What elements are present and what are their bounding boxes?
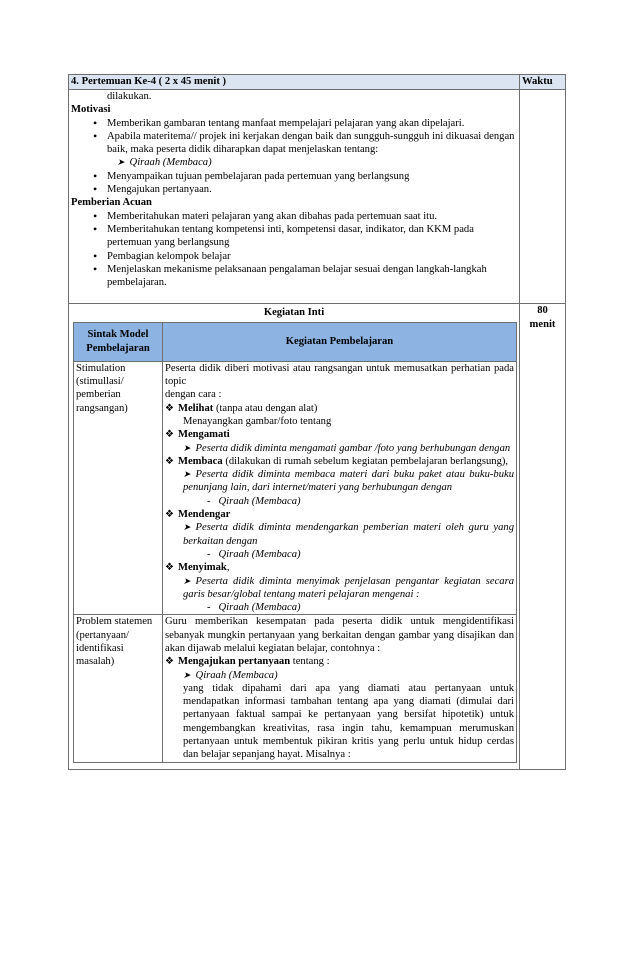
diamond-bullet-icon: ❖ (165, 429, 174, 441)
arrow-icon: ➤ (183, 442, 191, 453)
section-title: 4. Pertemuan Ke-4 ( 2 x 45 menit ) (69, 75, 520, 90)
stimulation-label: Stimulation (stimullasi/ pemberian rangsangan) (74, 361, 163, 615)
problem-label: Problem statemen (pertanyaan/ identifikasi masalah) (74, 615, 163, 762)
acuan-list (71, 210, 517, 290)
list-item: • Menyampaikan tujuan pembelajaran pada pertemuan yang berlangsung (107, 170, 517, 183)
motivasi-list-2 (71, 170, 517, 197)
acuan-heading: Pemberian Acuan (71, 197, 152, 209)
list-item: • Apabila materitema// projek ini kerjakan dengan baik dan sungguh-sungguh ini dikuasai dengan baik, maka peserta didik diharapkan dapat menjelaskan tentang: (107, 130, 517, 157)
mengajukan-item: ❖ Mengajukan pertanyaan tentang : (165, 656, 330, 668)
list-item: • Memberitahukan tentang kompetensi inti, kompetensi dasar, indikator, dan KKM pada pertemuan yang berlangsung (107, 223, 517, 250)
motivasi-subitem: ➤ Qiraah (Membaca) (117, 157, 212, 169)
motivasi-list (71, 117, 517, 157)
mengajukan-sub: ➤ Qiraah (Membaca) (183, 669, 278, 681)
diamond-bullet-icon: ❖ (165, 509, 174, 521)
list-item: • Mengajukan pertanyaan. (107, 183, 517, 196)
problem-content (163, 615, 517, 762)
arrow-icon: ➤ (117, 157, 125, 168)
inti-time-cell (520, 304, 566, 769)
membaca-sub: ➤ Peserta didik diminta membaca materi dari buku paket atau buku-buku penunjang lain, dari internet/materi yang berhubungan dengan (183, 469, 514, 494)
mengamati-sub: ➤ Peserta didik diminta mengamati gambar /foto yang berhubungan dengan (183, 442, 511, 454)
list-item: • Memberitahukan materi pelajaran yang akan dibahas pada pertemuan saat itu. (107, 210, 517, 223)
time-unit: menit (529, 318, 556, 330)
melihat-item: ❖ Melihat (tanpa atau dengan alat) (165, 402, 318, 414)
kegiatan-header: Kegiatan Pembelajaran (163, 322, 517, 361)
membaca-dash: - Qiraah (Membaca) (207, 495, 301, 507)
list-item: • Menjelaskan mekanisme pelaksanaan pengalaman belajar sesuai dengan langkah-langkah pembelajaran. (107, 263, 517, 290)
stim-cara: dengan cara : (165, 389, 222, 401)
arrow-icon: ➤ (183, 469, 191, 480)
motivasi-heading: Motivasi (71, 104, 111, 116)
mendengar-sub: ➤ Peserta didik diminta mendengarkan pemberian materi oleh guru yang berkaitan dengan (183, 522, 514, 547)
activity-table (73, 322, 517, 763)
mendengar-item: ❖ Mendengar (165, 509, 231, 521)
diamond-bullet-icon: ❖ (165, 656, 174, 668)
inti-cell (69, 304, 520, 769)
menyimak-sub: ➤ Peserta didik diminta menyimak penjelasan pengantar kegiatan secara garis besar/global tentang materi pelajaran mengenai : (183, 575, 514, 600)
list-item: • Pembagian kelompok belajar (107, 250, 517, 263)
stim-intro: Peserta didik diberi motivasi atau rangsangan untuk memusatkan perhatian pada topic (165, 362, 514, 388)
arrow-icon: ➤ (183, 575, 191, 586)
mengamati-item: ❖ Mengamati (165, 429, 230, 441)
time-value: 80 (537, 305, 548, 317)
continued-text: dilakukan. (107, 91, 152, 102)
list-item: • Memberikan gambaran tentang manfaat mempelajari pelajaran yang akan dipelajari. (107, 117, 517, 130)
diamond-bullet-icon: ❖ (165, 562, 174, 574)
prob-text: yang tidak dipahami dari apa yang diamati atau pertanyaan untuk mendapatkan informasi tambahan tentang apa yang diamati (dimulai dari pertanyaan faktual sampai ke pertanyaan yang bersifat hipotetik) untuk mengembangkan kreativitas, rasa ingin tahu, kemampuan merumuskan pertanyaan untuk membentuk pikiran kritis yang perlu untuk hidup cerdas dan belajar sepanjang hayat. Misalnya : (183, 682, 514, 761)
melihat-sub: Menayangkan gambar/foto tentang (183, 415, 332, 427)
prob-intro: Guru memberikan kesempatan pada peserta didik untuk mengidentifikasi sebanyak mungkin pertanyaan yang berkaitan dengan gambar yang disajikan dan akan dijawab melalui kegiatan belajar, contohnya : (165, 616, 514, 654)
menyimak-item: ❖ Menyimak, (165, 562, 230, 574)
diamond-bullet-icon: ❖ (165, 402, 174, 414)
menyimak-dash: - Qiraah (Membaca) (207, 602, 301, 614)
lesson-plan-table (68, 74, 566, 770)
arrow-icon: ➤ (183, 522, 191, 533)
intro-time-cell (520, 90, 566, 304)
membaca-item: ❖ Membaca (dilakukan di rumah sebelum kegiatan pembelajaran berlangsung), (165, 455, 509, 467)
diamond-bullet-icon: ❖ (165, 455, 174, 467)
time-column-header: Waktu (520, 75, 566, 90)
intro-cell (69, 90, 520, 304)
mendengar-dash: - Qiraah (Membaca) (207, 548, 301, 560)
sintak-header: Sintak Model Pembelajaran (74, 322, 163, 361)
stimulation-content (163, 361, 517, 615)
inti-title: Kegiatan Inti (263, 307, 325, 319)
arrow-icon: ➤ (183, 669, 191, 680)
